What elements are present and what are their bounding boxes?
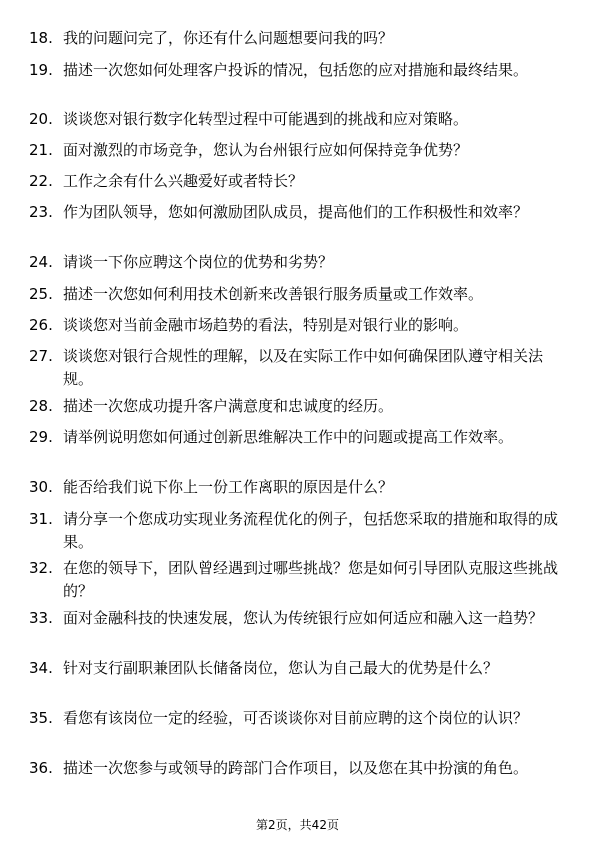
question-text: 请分享一个您成功实现业务流程优化的例子，包括您采取的措施和取得的成果。 (63, 510, 559, 551)
question-number: 35. (29, 709, 53, 727)
question-number: 27. (29, 347, 53, 365)
question-text: 谈谈您对银行合规性的理解，以及在实际工作中如何确保团队遵守相关法规。 (63, 347, 544, 388)
question-number: 21. (29, 141, 53, 159)
question-text: 在您的领导下，团队曾经遇到过哪些挑战？您是如何引导团队克服这些挑战的？ (63, 559, 559, 600)
question-text: 描述一次您成功提升客户满意度和忠诚度的经历。 (63, 397, 394, 415)
question-number: 31. (29, 510, 53, 528)
question-number: 34. (29, 659, 53, 677)
question-text: 描述一次您如何利用技术创新来改善银行服务质量或工作效率。 (63, 285, 484, 303)
question-number: 29. (29, 428, 53, 446)
question-text: 看您有该岗位一定的经验，可否谈谈你对目前应聘的这个岗位的认识？ (63, 709, 529, 727)
question-number: 25. (29, 285, 53, 303)
question-number: 20. (29, 110, 53, 128)
question-text: 工作之余有什么兴趣爱好或者特长？ (63, 172, 304, 190)
question-number: 19. (29, 61, 53, 79)
question-number: 22. (29, 172, 53, 190)
question-number: 24. (29, 253, 53, 271)
page-number-label: 第2页，共42页 (256, 818, 339, 832)
question-text: 面对激烈的市场竞争，您认为台州银行应如何保持竞争优势？ (63, 141, 469, 159)
question-text: 描述一次您参与或领导的跨部门合作项目，以及您在其中扮演的角色。 (63, 759, 529, 777)
question-text: 谈谈您对银行数字化转型过程中可能遇到的挑战和应对策略。 (63, 110, 469, 128)
question-text: 请举例说明您如何通过创新思维解决工作中的问题或提高工作效率。 (63, 428, 514, 446)
question-text: 作为团队领导，您如何激励团队成员，提高他们的工作积极性和效率？ (63, 203, 529, 221)
question-number: 18. (29, 29, 53, 47)
question-number: 28. (29, 397, 53, 415)
question-text: 我的问题问完了，你还有什么问题想要问我的吗？ (63, 29, 394, 47)
question-text: 请谈一下你应聘这个岗位的优势和劣势？ (63, 253, 334, 271)
question-number: 23. (29, 203, 53, 221)
question-number: 32. (29, 559, 53, 577)
question-text: 描述一次您如何处理客户投诉的情况，包括您的应对措施和最终结果。 (63, 61, 529, 79)
question-text: 能否给我们说下你上一份工作离职的原因是什么？ (63, 478, 394, 496)
question-number: 26. (29, 316, 53, 334)
question-number: 36. (29, 759, 53, 777)
question-text: 面对金融科技的快速发展，您认为传统银行应如何适应和融入这一趋势？ (63, 609, 544, 627)
question-number: 33. (29, 609, 53, 627)
question-number: 30. (29, 478, 53, 496)
question-text: 针对支行副职兼团队长储备岗位，您认为自己最大的优势是什么？ (63, 659, 499, 677)
question-text: 谈谈您对当前金融市场趋势的看法，特别是对银行业的影响。 (63, 316, 469, 334)
page-footer (0, 817, 595, 833)
